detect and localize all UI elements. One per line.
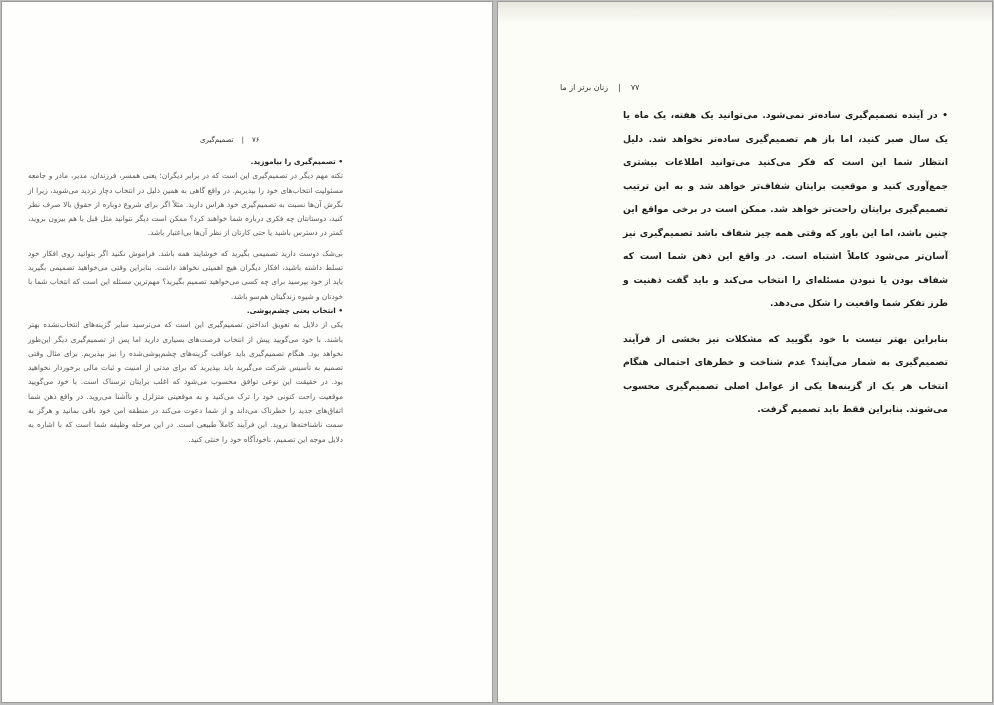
right-page-body xyxy=(623,104,948,422)
paragraph: تکته مهم دیگر در تصمیم‌گیری این است که در برابر دیگران؛ یعنی همسر، فرزندان، مدیر، مادر و جامعه مسئولیت انتخاب‌های خود را بپذیریم. در واقع گاهی به همین دلیل در انتخاب دچار تردید می‌شوید، زیرا از نگرش آن‌ها نسبت به تصمیم‌گیری خود هراس دارید. مثلاً اگر برای شروع دوباره از حقوق بالا صرف نظر کنید، دوستانتان چه فکری درباره شما خواهند کرد؟ ممکن است دیگر نتوانید مثل قبل با هم بیرون بروید، کمتر در دسترس باشید یا حتی کارتان از نظر آن‌ها بی‌اعتبار باشد. xyxy=(28,171,343,238)
section-heading: • انتخاب یعنی چشم‌پوشی. xyxy=(246,305,343,315)
page-number: ۷۷ xyxy=(630,83,640,92)
paragraph: بنابراین بهتر نیست با خود بگویید که مشکلات نیز بخشی از فرآیند تصمیم‌گیری به شمار می‌آیند؟ عدم شناخت و خطرهای احتمالی هنگام انتخاب هر یک از گزینه‌ها یکی از عوامل اصلی تصمیم‌گیری محسوب می‌شوند. بنابراین فقط باید تصمیم گرفت. xyxy=(623,333,948,415)
section-heading: • تصمیم‌گیری را بیاموزید. xyxy=(250,157,343,166)
page-top-shadow xyxy=(498,2,992,24)
paragraph: یکی از دلایل به تعویق انداختن تصمیم‌گیری این است که می‌ترسید سایر گزینه‌های انتخاب‌نشده بهتر باشند. با خود می‌گویید پیش از انتخاب فرصت‌های بسیاری دارید اما پس از تصمیم‌گیری دیگر این‌طور نخواهد بود. هنگام تصمیم‌گیری باید عواقب گزینه‌های چشم‌پوشی‌شده را نیز بپذیریم. برای مثال وقتی تصمیم به تأسیس شرکت می‌گیرید باید بپذیرید که برای مدتی از امنیت و ثبات مالی برخوردار نخواهید بود. در حقیقت این نوعی توافق محسوب می‌شود که اغلب برایتان ترسناک است. با خود می‌گویید موقعیت راحت کنونی خود را ترک می‌کنید و به موقعیتی متزلزل و ناآشنا می‌روید. در واقع ذهن شما اتفاق‌های جدید را خطرناک می‌داند و از شما دعوت می‌کند در منطقه امن خود باقی بمانید و هرگز به سمت ناشناخته‌ها نروید. این فرآیند کاملاً طبیعی است. در این مرحله وظیفه شما است که با اشاره به دلایل موجه این تصمیم، ناخودآگاه خود را خنثی کنید. xyxy=(28,320,343,444)
left-page-header xyxy=(200,136,340,150)
right-page-header xyxy=(560,83,680,99)
running-head: زنان برتر از ما xyxy=(560,83,609,92)
page-number: ۷۶ xyxy=(251,136,260,144)
header-separator: | xyxy=(618,83,621,92)
paragraph: بی‌شک دوست دارید تصمیمی بگیرید که خوشایند همه باشد. فراموش نکنید اگر بتوانید روی افکار خود تسلط داشته باشید، افکار دیگران هیچ اهمیتی نخواهد داشت. بنابراین وقتی می‌خواهید تصمیمی بگیرید باید از خود بپرسید برای چه کسی می‌خواهید تصمیم بگیرید؟ مهم‌ترین مسئله این است که انتخاب شما با خودتان و شیوه زندگیتان هم‌سو باشد. xyxy=(28,248,343,301)
paragraph: • در آینده تصمیم‌گیری ساده‌تر نمی‌شود. می‌توانید یک هفته، یک ماه یا یک سال صبر کنید، اما باز هم تصمیم‌گیری ساده‌تر نخواهد شد. دلیل انتظار شما این است که فکر می‌کنید می‌توانید اطلاعات بیشتری جمع‌آوری کنید و موقعیت برایتان شفاف‌تر خواهد شد و به این ترتیب تصمیم‌گیری برایتان راحت‌تر خواهد شد. ممکن است در برخی مواقع این چنین باشد، اما این باور که وقتی همه چیز شفاف باشد تصمیم‌گیری نیز آسان‌تر می‌شود کاملاً اشتباه است. در واقع این ذهن شما است که شفاف بودن یا نبودن مسئله‌ای را انتخاب می‌کند و باید گفت ذهنیت و طرز تفکر شما واقعیت را شکل می‌دهد. xyxy=(623,110,948,309)
running-head: تصمیم‌گیری xyxy=(200,136,234,144)
left-page-body xyxy=(28,155,343,447)
header-separator: | xyxy=(241,136,244,144)
